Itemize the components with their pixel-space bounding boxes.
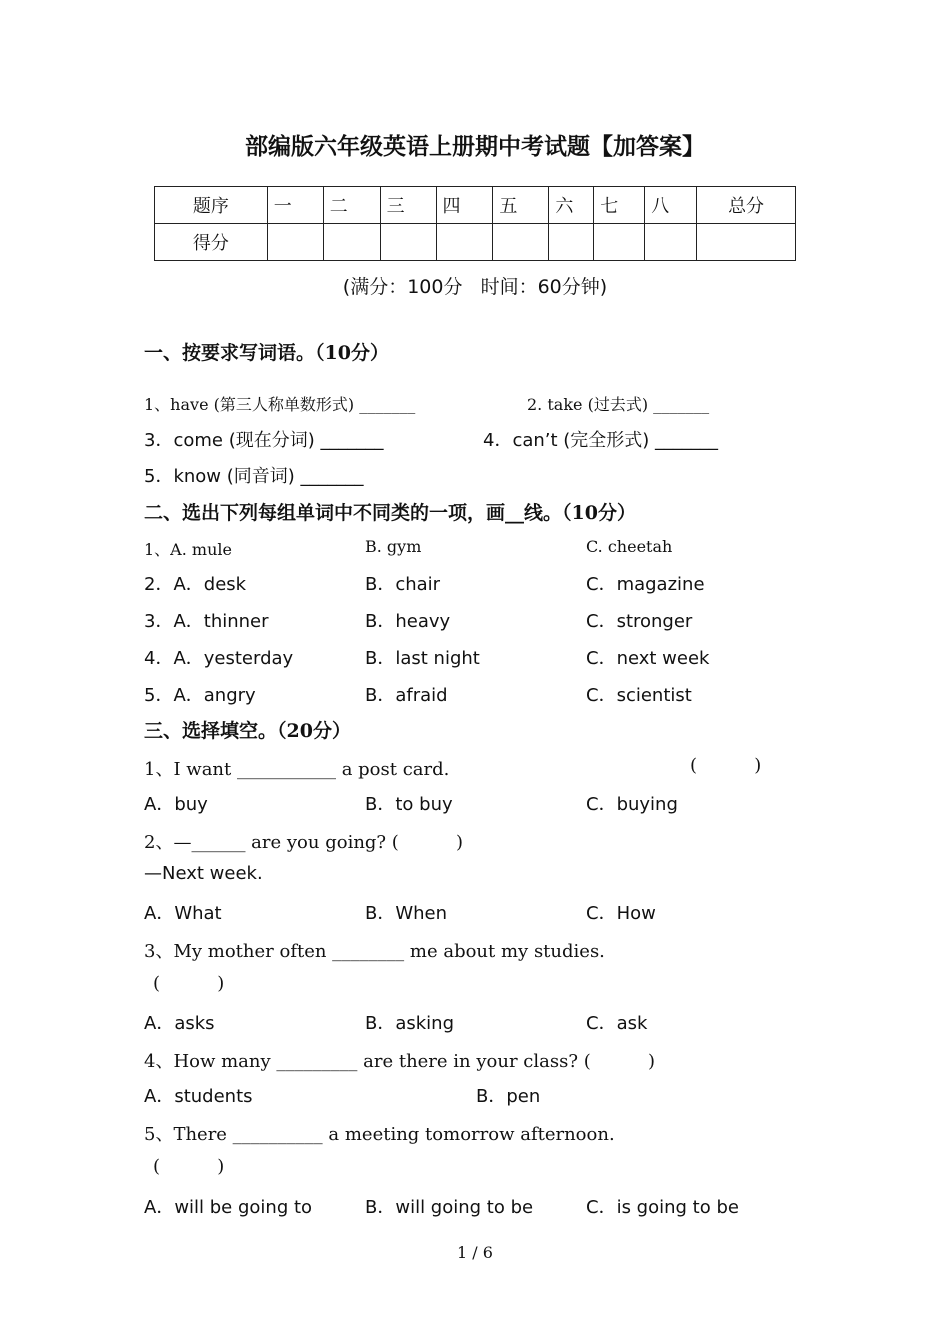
option-text: 3．A．thinner [144, 611, 269, 632]
table-header-cell: 二 [323, 187, 380, 224]
score-table-header-row [155, 187, 796, 224]
table-header-cell: 题序 [155, 187, 268, 224]
option-text: C. cheetah [586, 537, 673, 556]
question-text: 2. take (过去式) _______ [527, 395, 710, 414]
option-text: C．magazine [586, 574, 705, 595]
exam-info: (满分：100分 时间：60分钟) [342, 276, 608, 298]
section-heading: 二、选出下列每组单词中不同类的一项，画__线。（10分） [144, 502, 636, 524]
option-text: A．will be going to [144, 1197, 313, 1218]
answer-paren: ( ) [153, 973, 225, 994]
score-cell [594, 224, 645, 261]
question-text: 4、How many _________ are there in your class? ( ) [144, 1051, 655, 1072]
table-header-cell: 三 [380, 187, 436, 224]
question-text: 1、I want ___________ a post card. [144, 759, 450, 780]
question-text: 3、My mother often ________ me about my studies. [144, 941, 605, 962]
question-text: 1、have (第三人称单数形式) _______ [144, 395, 416, 414]
section-heading: 一、按要求写词语。（10分） [144, 342, 389, 364]
score-cell [380, 224, 436, 261]
table-header-cell: 四 [436, 187, 493, 224]
question-text: 5、There __________ a meeting tomorrow afternoon. [144, 1124, 615, 1145]
table-header-cell: 总分 [697, 187, 796, 224]
option-text: B. gym [365, 537, 422, 556]
option-text: C．scientist [586, 685, 692, 706]
table-header-cell: 一 [267, 187, 323, 224]
score-cell [549, 224, 594, 261]
option-text: C．buying [586, 794, 678, 815]
table-header-cell: 六 [549, 187, 594, 224]
question-text: 4．can’t (完全形式) _______ [483, 430, 719, 451]
option-text: B．heavy [365, 611, 451, 632]
section-heading: 三、选择填空。（20分） [144, 720, 351, 742]
question-text: 5．know (同音词) _______ [144, 466, 364, 487]
option-text: B．will going to be [365, 1197, 534, 1218]
option-text: C．is going to be [586, 1197, 739, 1218]
table-row-label: 得分 [155, 224, 268, 261]
option-text: B．When [365, 903, 448, 924]
option-text: C．next week [586, 648, 710, 669]
score-table-score-row [155, 224, 796, 261]
score-cell [323, 224, 380, 261]
option-text: 4．A．yesterday [144, 648, 294, 669]
question-text: 2、—______ are you going? ( ) [144, 832, 464, 853]
option-text: C．ask [586, 1013, 648, 1034]
option-text: A．asks [144, 1013, 215, 1034]
table-header-cell: 五 [493, 187, 549, 224]
score-cell [436, 224, 493, 261]
page-number: 1 / 6 [457, 1243, 493, 1262]
option-text: C．How [586, 903, 656, 924]
question-text: —Next week. [144, 863, 263, 884]
option-text: 1、A. mule [144, 540, 232, 559]
score-cell [493, 224, 549, 261]
option-text: 5．A．angry [144, 685, 256, 706]
option-text: A．buy [144, 794, 208, 815]
option-text: B．pen [476, 1086, 541, 1107]
option-text: A．What [144, 903, 222, 924]
question-text: 3．come (现在分词) _______ [144, 430, 384, 451]
option-text: B．asking [365, 1013, 455, 1034]
option-text: B．last night [365, 648, 480, 669]
option-text: A．students [144, 1086, 253, 1107]
table-header-cell: 七 [594, 187, 645, 224]
option-text: B．afraid [365, 685, 448, 706]
table-header-cell: 八 [645, 187, 697, 224]
option-text: 2．A．desk [144, 574, 247, 595]
answer-paren: ( ) [690, 755, 762, 776]
page-title: 部编版六年级英语上册期中考试题【加答案】 [245, 134, 705, 160]
score-cell [645, 224, 697, 261]
option-text: B．to buy [365, 794, 453, 815]
score-table [154, 186, 796, 261]
score-cell [697, 224, 796, 261]
option-text: B．chair [365, 574, 441, 595]
option-text: C．stronger [586, 611, 693, 632]
answer-paren: ( ) [153, 1156, 225, 1177]
score-cell [267, 224, 323, 261]
